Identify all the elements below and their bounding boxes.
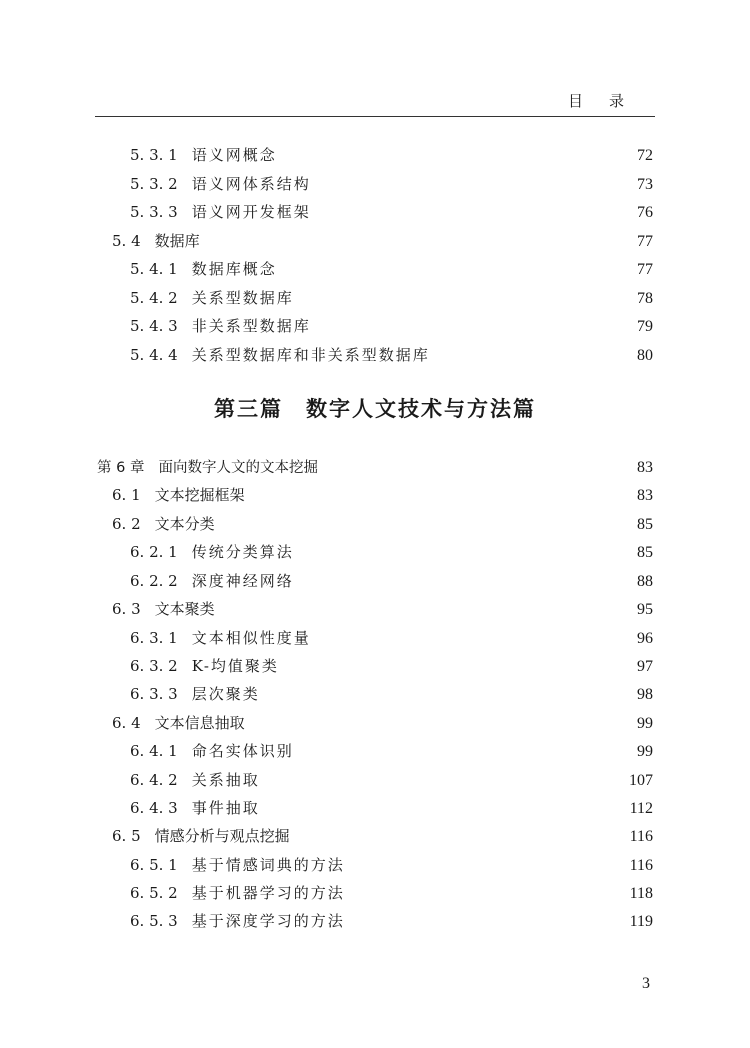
toc-entry-title: 事件抽取 <box>191 799 260 817</box>
toc-entry-page: 107 <box>629 772 653 789</box>
toc-entry-number: 6. 5. 3 <box>130 912 178 930</box>
toc-leader-dots <box>438 336 621 360</box>
toc-entry-title: 面向数字人文的文本挖掘 <box>158 460 318 476</box>
toc-entry-title: 基于机器学习的方法 <box>191 884 345 902</box>
toc-entry[interactable] <box>0 846 750 874</box>
toc-entry-number: 5. 3. 3 <box>130 203 178 221</box>
toc-entry-title: 文本聚类 <box>154 600 215 618</box>
toc-entry-title: 关系型数据库 <box>191 289 294 307</box>
toc-entry-page: 72 <box>637 147 653 164</box>
toc-entry-number: 5. 4. 4 <box>130 346 178 364</box>
toc-entry[interactable] <box>0 789 750 817</box>
toc-entry-page: 83 <box>637 487 653 504</box>
toc-entry-title: 基于深度学习的方法 <box>191 912 345 930</box>
toc-entry-title: 数据库概念 <box>191 260 277 278</box>
toc-entry-number: 6. 5 <box>112 827 141 845</box>
toc-entry-page: 77 <box>637 233 653 250</box>
toc-entry[interactable] <box>0 704 750 732</box>
toc-entry-number: 第 6 章 <box>97 460 145 476</box>
toc-entry[interactable] <box>0 136 750 164</box>
toc-entry-number: 6. 4. 3 <box>130 799 178 817</box>
toc-entry-number: 6. 3. 3 <box>130 685 178 703</box>
toc-entry[interactable] <box>0 533 750 561</box>
toc-entry[interactable] <box>0 619 750 647</box>
toc-entry-title: 深度神经网络 <box>191 572 294 590</box>
toc-entry-page: 79 <box>637 318 653 335</box>
toc-entry-title: 语义网体系结构 <box>191 175 311 193</box>
toc-leader-dots <box>319 619 621 643</box>
toc-leader-dots <box>319 193 621 217</box>
toc-leader-dots <box>353 846 621 870</box>
toc-entry-number: 6. 3. 1 <box>130 629 178 647</box>
toc-entry-page: 77 <box>637 261 653 278</box>
toc-entry-title: 关系型数据库和非关系型数据库 <box>191 346 430 364</box>
toc-leader-dots <box>319 307 621 331</box>
toc-entry[interactable] <box>0 675 750 703</box>
toc-entry-page: 98 <box>637 686 653 703</box>
toc-entry-page: 96 <box>637 630 653 647</box>
toc-leader-dots <box>302 562 621 586</box>
toc-entry-page: 116 <box>629 857 653 874</box>
toc-entry-title: 命名实体识别 <box>191 742 294 760</box>
toc-leader-dots <box>268 789 621 813</box>
toc-entry-number: 6. 5. 2 <box>130 884 178 902</box>
toc-entry-page: 116 <box>629 828 653 845</box>
toc-entry-title: 文本相似性度量 <box>191 629 311 647</box>
toc-entry-page: 88 <box>637 573 653 590</box>
toc-leader-dots <box>353 902 621 926</box>
toc-leader-dots <box>268 675 621 699</box>
toc-entry-title: 传统分类算法 <box>191 543 294 561</box>
toc-entry-page: 83 <box>637 459 653 476</box>
toc-leader-dots <box>208 222 621 246</box>
toc-leader-dots <box>302 732 621 756</box>
toc-entry-number: 5. 4 <box>112 232 141 250</box>
page-number: 3 <box>642 975 650 992</box>
toc-entry-page: 119 <box>629 913 653 930</box>
toc-entry[interactable] <box>0 902 750 930</box>
toc-entry-number: 6. 3 <box>112 600 141 618</box>
toc-entry-page: 73 <box>637 176 653 193</box>
toc-leader-dots <box>285 136 621 160</box>
toc-entry-page: 97 <box>637 658 653 675</box>
toc-leader-dots <box>353 874 621 898</box>
toc-entry[interactable] <box>0 590 750 618</box>
toc-entry-title: 关系抽取 <box>191 771 260 789</box>
toc-entry-number: 6. 4. 2 <box>130 771 178 789</box>
toc-entry-title: 文本挖掘框架 <box>154 486 245 504</box>
toc-entry-number: 6. 5. 1 <box>130 856 178 874</box>
toc-entry[interactable] <box>0 165 750 193</box>
toc-entry[interactable] <box>0 562 750 590</box>
toc-entry-page: 76 <box>637 204 653 221</box>
toc-entry-number: 6. 2 <box>112 515 141 533</box>
toc-leader-dots <box>287 647 621 671</box>
toc-entry-title: 文本信息抽取 <box>154 714 245 732</box>
toc-entry[interactable] <box>0 476 750 504</box>
toc-entry-number: 6. 4. 1 <box>130 742 178 760</box>
toc-entry-page: 78 <box>637 290 653 307</box>
toc-entry-page: 118 <box>629 885 653 902</box>
toc-entry-number: 5. 3. 1 <box>130 146 178 164</box>
toc-entry[interactable] <box>0 817 750 845</box>
toc-entry-number: 6. 3. 2 <box>130 657 178 675</box>
toc-entry[interactable] <box>0 505 750 533</box>
toc-entry-number: 6. 1 <box>112 486 141 504</box>
header-rule <box>95 116 655 117</box>
toc-entry-title: 数据库 <box>154 232 200 250</box>
toc-entry[interactable] <box>0 250 750 278</box>
toc-entry-number: 6. 2. 2 <box>130 572 178 590</box>
toc-entry[interactable] <box>0 222 750 250</box>
toc-entry-title: 语义网概念 <box>191 146 277 164</box>
toc-entry[interactable] <box>0 874 750 902</box>
toc-entry-title: 层次聚类 <box>191 685 260 703</box>
toc-entry[interactable] <box>0 732 750 760</box>
toc-entry-number: 5. 4. 3 <box>130 317 178 335</box>
toc-entry-number: 5. 4. 2 <box>130 289 178 307</box>
toc-entry-page: 85 <box>637 516 653 533</box>
toc-entry-number: 6. 4 <box>112 714 141 732</box>
toc-entry-title: 文本分类 <box>154 515 215 533</box>
toc-leader-dots <box>298 817 621 841</box>
toc-entry-title: 情感分析与观点挖掘 <box>154 827 290 845</box>
toc-leader-dots <box>285 250 621 274</box>
toc-leader-dots <box>223 505 621 529</box>
toc-entry-number: 5. 3. 2 <box>130 175 178 193</box>
toc-entry[interactable] <box>0 307 750 335</box>
toc-entry[interactable] <box>0 336 750 364</box>
toc-entry-title: 语义网开发框架 <box>191 203 311 221</box>
toc-entry-page: 80 <box>637 347 653 364</box>
part-title: 第三篇 数字人文技术与方法篇 <box>214 397 536 421</box>
toc-entry-page: 99 <box>637 743 653 760</box>
toc-chapter-entry[interactable] <box>0 448 750 476</box>
running-header: 目录 <box>567 92 650 110</box>
toc-leader-dots <box>302 279 621 303</box>
toc-leader-dots <box>319 165 621 189</box>
toc-leader-dots <box>268 761 621 785</box>
toc-entry-page: 99 <box>637 715 653 732</box>
toc-entry-number: 6. 2. 1 <box>130 543 178 561</box>
toc-leader-dots <box>253 476 621 500</box>
toc-entry-page: 95 <box>637 601 653 618</box>
toc-entry[interactable] <box>0 193 750 221</box>
toc-entry[interactable] <box>0 279 750 307</box>
toc-leader-dots <box>302 533 621 557</box>
toc-entry-title: 非关系型数据库 <box>191 317 311 335</box>
toc-entry[interactable] <box>0 761 750 789</box>
toc-leader-dots <box>326 448 621 472</box>
toc-leader-dots <box>223 590 621 614</box>
toc-entry-page: 85 <box>637 544 653 561</box>
toc-leader-dots <box>253 704 621 728</box>
toc-entry-number: 5. 4. 1 <box>130 260 178 278</box>
toc-entry[interactable] <box>0 647 750 675</box>
toc-entry-title: 基于情感词典的方法 <box>191 856 345 874</box>
toc-entry-page: 112 <box>629 800 653 817</box>
toc-entry-title: K-均值聚类 <box>191 657 279 675</box>
